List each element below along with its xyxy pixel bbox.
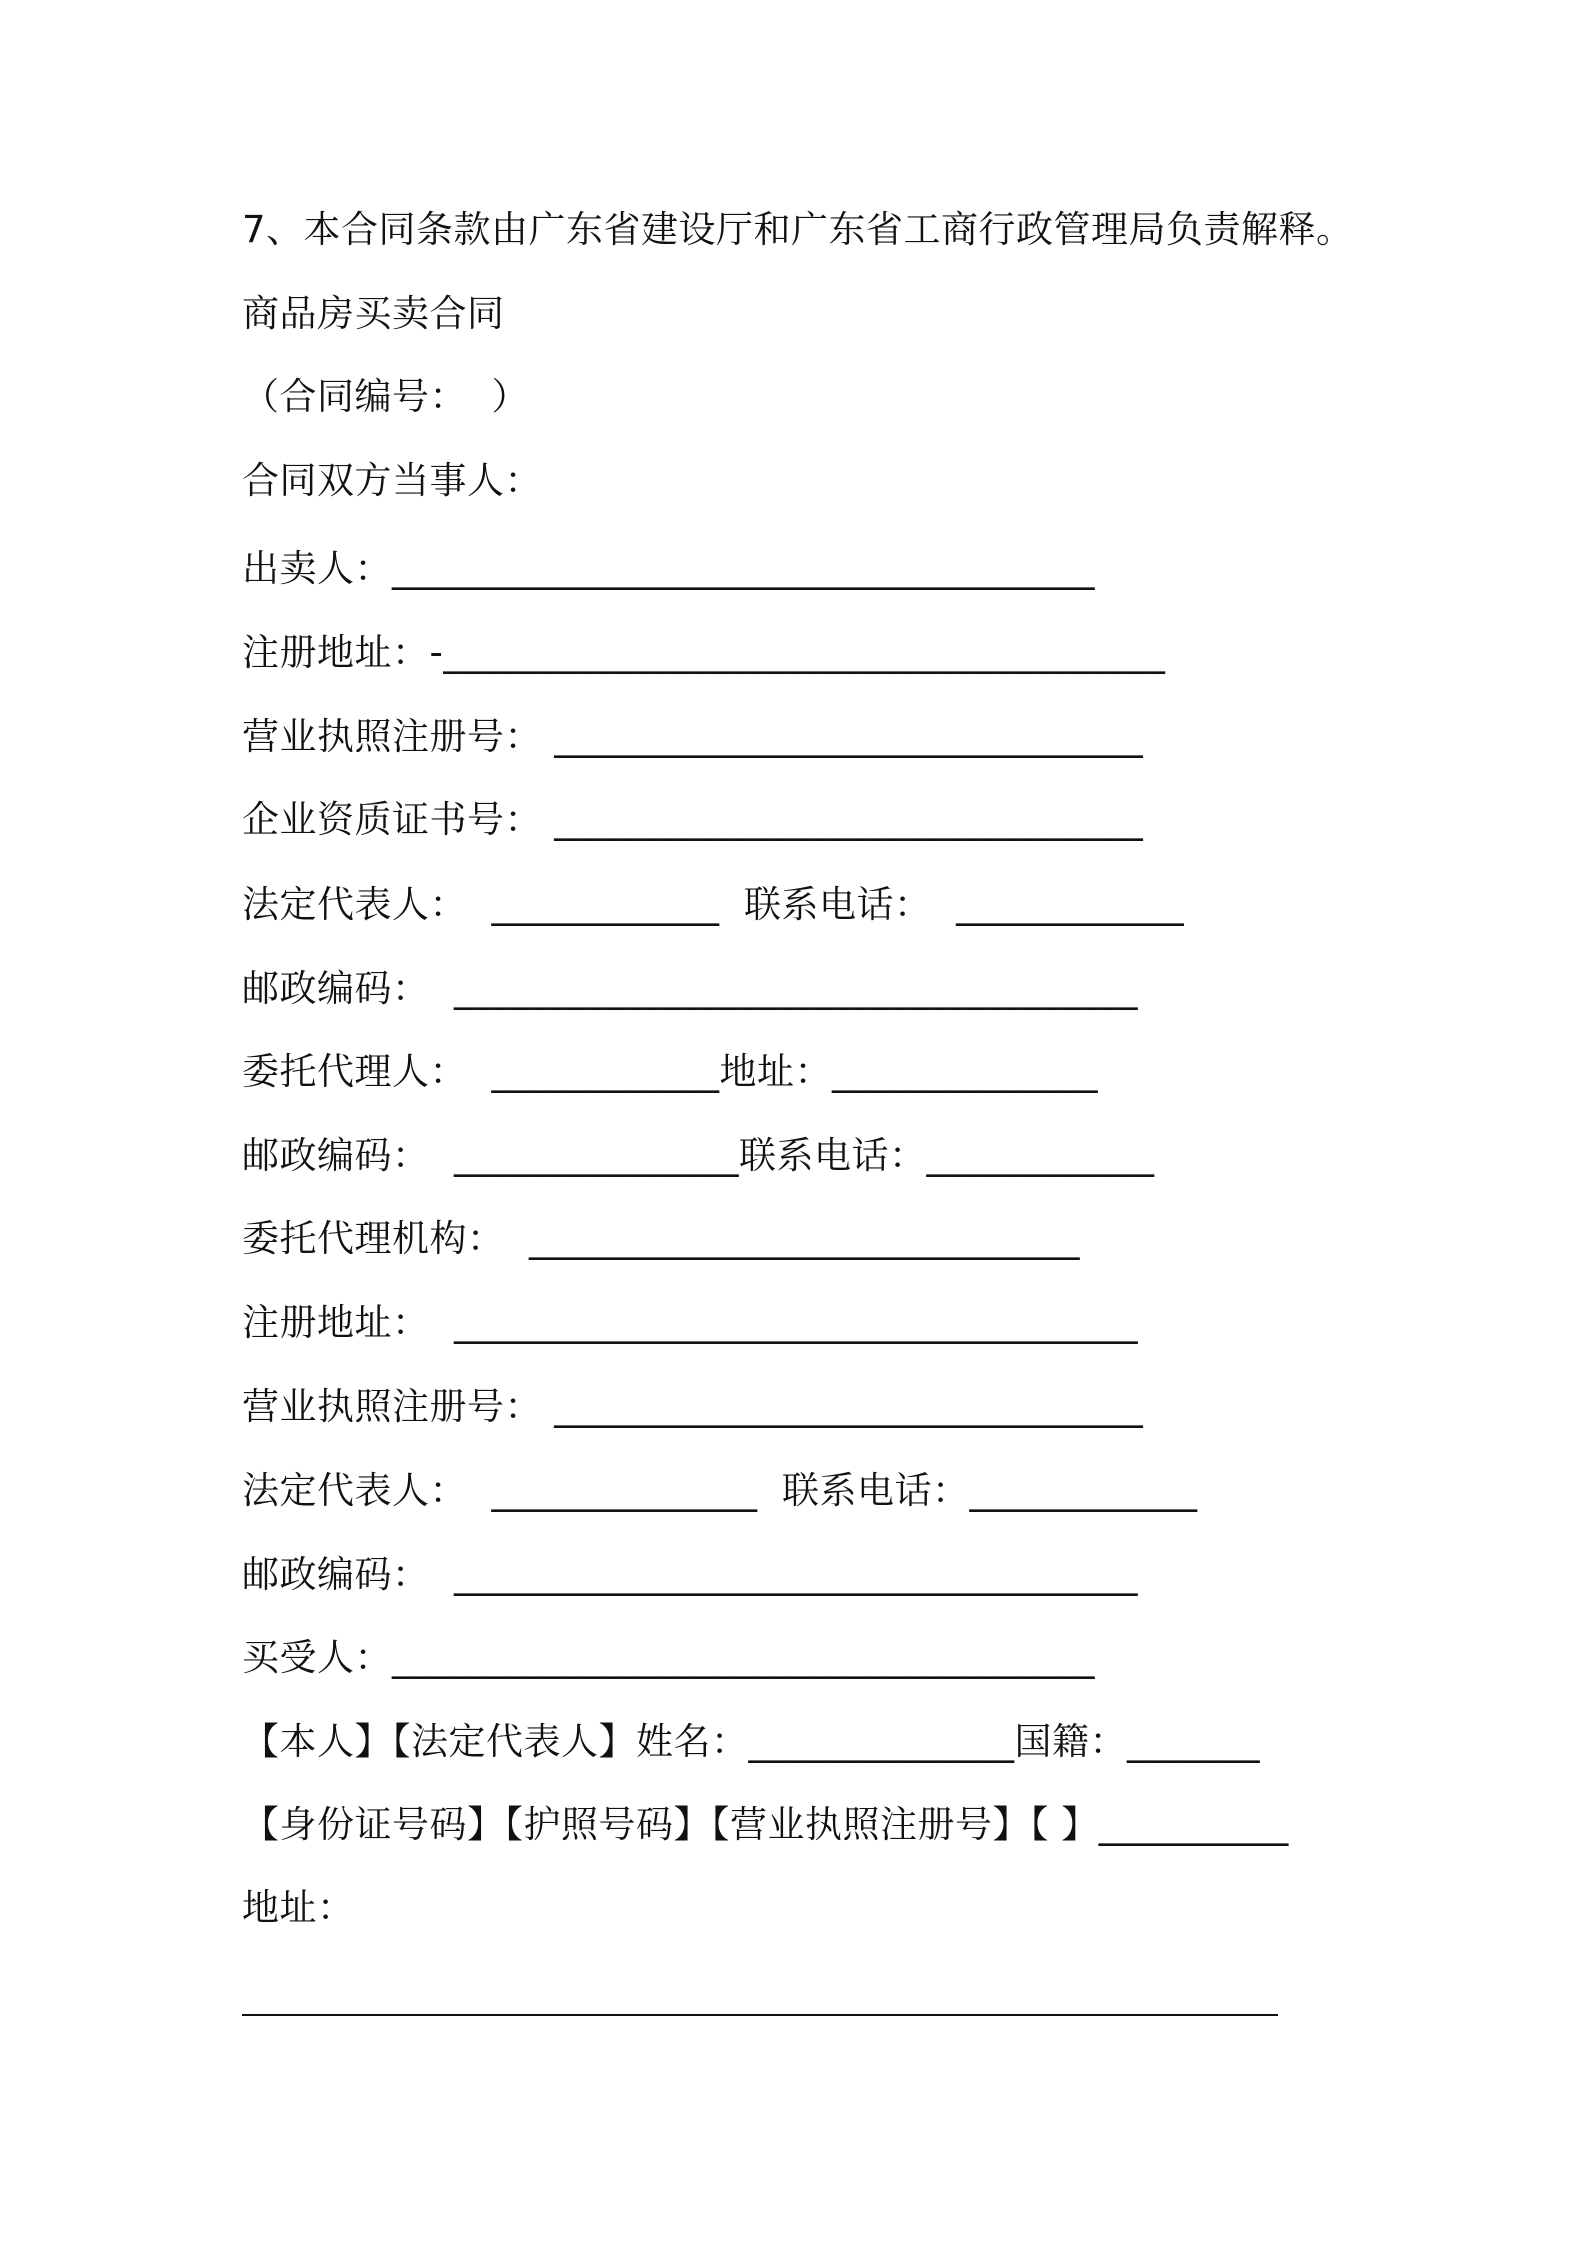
buyer-address-blank-line <box>242 2014 1278 2016</box>
agency-field: 委托代理机构： _____________________________ <box>242 1217 1081 1260</box>
seller-postcode-field: 邮政编码： ____________________________________ <box>242 967 1139 1010</box>
agency-postcode-field: 邮政编码： ____________________________________ <box>242 1553 1139 1596</box>
seller-field: 出卖人：_____________________________________ <box>242 547 1095 590</box>
parties-heading: 合同双方当事人： <box>242 459 542 502</box>
agency-registered-address-field: 注册地址： ____________________________________ <box>242 1301 1139 1344</box>
buyer-id-number-field: 【身份证号码】【护照号码】【营业执照注册号】【 】__________ <box>242 1803 1289 1846</box>
buyer-name-nationality-field: 【本人】【法定代表人】姓名：______________国籍：_______ <box>242 1720 1260 1763</box>
contract-number: （合同编号： ） <box>242 375 530 418</box>
clause-7-text: 7、本合同条款由广东省建设厅和广东省工商行政管理局负责解释。 <box>242 208 1354 251</box>
contract-title: 商品房买卖合同 <box>242 292 505 335</box>
seller-registered-address-field: 注册地址：-______________________________________ <box>242 631 1166 674</box>
buyer-address-label: 地址： <box>242 1886 355 1929</box>
seller-legal-rep-phone-field: 法定代表人： ____________ 联系电话： ____________ <box>242 883 1185 926</box>
agent-postcode-phone-field: 邮政编码： _______________联系电话：____________ <box>242 1134 1155 1177</box>
seller-business-license-field: 营业执照注册号： _______________________________ <box>242 715 1144 758</box>
buyer-field: 买受人：_____________________________________ <box>242 1636 1095 1679</box>
agent-address-field: 委托代理人： ____________地址：______________ <box>242 1050 1099 1093</box>
agency-legal-rep-phone-field: 法定代表人： ______________ 联系电话：____________ <box>242 1469 1198 1512</box>
agency-business-license-field: 营业执照注册号： _______________________________ <box>242 1385 1144 1428</box>
seller-qualification-cert-field: 企业资质证书号： _______________________________ <box>242 798 1144 841</box>
